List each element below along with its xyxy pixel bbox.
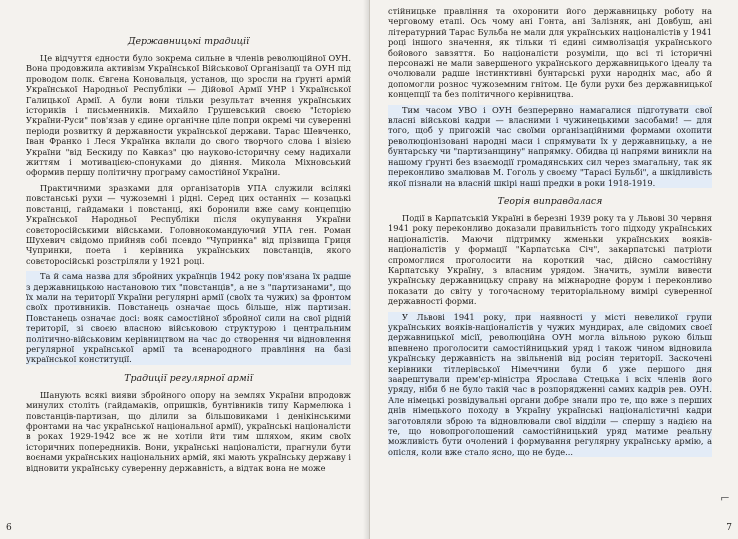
section-title-theory-justified: Теорія виправдалася (497, 195, 603, 207)
paragraph: стійницьке правління та охоронити його державницьку роботу на черговому етапі. Ось чому ані Гонта, ані Залізняк, ані Довбуш, ані літературний Тарас Бульба не мали для українських націоналістів у 1941 році іншого значення, як тільки ті єдині символізація українського бойового завзяття. Бо націоналісти розуміли, що всі ті історичні персонажі не мали завершеного українського державницького ідеалу та очолювали радше інстинктивні бунтарські рухи народніх мас, або й допомогли рознос чужоземним гнітом. Це були рухи без державницької концепції та без політичного керівництва. (388, 6, 712, 100)
paragraph-highlighted: У Львові 1941 року, при наявності у місті невеликої групи українських вояків-націоналістів у чужих мундирах, але свідомих своєї державницької місії, революційна ОУН могла вільною рукою більш впевнено проголосити самостійницький уряд і також чином відновила українську державність на звільненій від росіян території. Заскочені керівники тітлерівської Німеччини були б уже першого дня заарештували прем'єр-міністра Ярослава Стецька і всіх членів його уряду, ніби б не було такій час в розпорядженні самих кадрів рев. ОУН. Але німецькі розвідувальні органи добре знали про те, що вже з перших днів німецького походу в Україну українські націоналістичні кадри заготовляли зброю та відновлювали свої відділи — спершу з надією на те, що новопроголошений самостійницький уряд матиме реальну можливість бути очолений і формування регулярну українську армію, а опісля, коли вже стало ясно, що не буде... (388, 311, 712, 457)
paragraph-highlighted: Тим часом УВО і ОУН безперервно намагалися підготувати свої власні військові кадри — власними і чужинецькими засобами! — для того, щоб у пригожій час своїми організаційними формами охопити революціонізовані народні маси і спрямувати їх у державницьку, а не бунтарську чи "партизанщину" напрямку. Обидва ці напрями виникли на нашому ґрунті без взаємодії громадянських сил через змагальну, так як переконливо змалював М. Гоголь у своєму "Тарасі Бульбі", а шкідливість якої пізнали на власній шкірі наші предки в роки 1918-1919. (388, 104, 712, 188)
right-page (369, 0, 738, 539)
paragraph-highlighted: Та й сама назва для збройних українців 1942 року пов'язана їх радше з державницькою настановою тих "повстанців", а не з "партизанами", що їх мали на території України регулярні армії (своїх та чужих) за фронтом своїх противників. Повстанець означає щось більше, ніж партизан. Повстанець означає досі: вояк самостійної збройної сили на свої рідній території, зі своєю власною військовою структурою і центральним політично-військовим керівництвом на час до створення чи відновлення регулярної української армії та всенародного правління на базі української конституції. (26, 271, 351, 365)
section-title-regular-army: Традиції регулярної армії (124, 372, 253, 384)
paragraph: Події в Карпатській Україні в березні 1939 року та у Львові 30 червня 1941 року переконливо доказали правильність того підходу українських націоналістів. Маючи підтримку жменьки українських вояків-націоналістів у формації "Карпатська Січ", закарпатські патріоти спромоглися проголосити на короткий час, дійсно самостійну Карпатську Україну, з власним урядом. Значить, зуміли вивести українську державницьку справу на міжнародне форум і переконливо показати до світу у тогочасному територіальному вимірі суверенної державності форми. (388, 212, 712, 307)
paragraph: Практичними зразками для організаторів УПА служили всілякі повстанські рухи — чужоземні і рідні. Серед цих останніх — козацькі повстанці, гайдамаки і повстанці, які боронили вже саму концепцію Української Народньої Республіки після окупування України совєторосійськими військами. Головнокомандуючий УПА ген. Роман Шухевич свідомо прийняв собі псевдо "Чупринка" від прізвища Гриця Чупринки, поета і керівника українських повстанців, якого совєторосійські розстріляли у 1921 році. (26, 182, 351, 266)
section-title-state-traditions: Державницькі традиції (127, 36, 250, 47)
page-number: 7 (726, 523, 732, 533)
margin-mark-icon: ⌐ (719, 491, 730, 505)
paragraph: Це відчуття єдности було зокрема сильне в членів революційної ОУН. Вона продовжила активізм Української Військової Організації та ОУН під проводом полк. Євгена Коновальця, установ, що зросли на ґрунті армій Української Народньої Республіки — Дійової Армії УНР і Української Галицької Армії. А були вони тільки результат вчення українських істориків і письменників. Михайло Грушевський своєю "Історією України-Руси" пов'язав у єдине органічне ціле попри окремі чи суверенні періоди розвитку й державности української держави. Тарас Шевченко, Іван Франко і Леся Українка вклали до свого творчого слова і візією України "від Бескиду по Кавказ" цю науково-історичну сему надихали життям і мотивацією-спонуками до діяння. Микола Міхновський оформив першу політичну програму самостійної України. (26, 53, 351, 178)
paragraph: Шанують всякі вияви збройного опору на землях України впродовж минулих століть (гайдамаків, опришків, бунтівників типу Кармелюка і повстанців-партизан, що ділили за більшовиками і денікінськими фронтами на час української національної армії), українські націоналісти в роках 1929-1942 все ж не хотіли йти тим шляхом, яким своїх історичних попередників. Вони, українські націоналісти, прагнули бути воєнами українських національних армій, які мають українську державу і відновити українську суверенну державність, а відтак вона не може (26, 389, 351, 473)
page-number: 6 (6, 523, 12, 533)
